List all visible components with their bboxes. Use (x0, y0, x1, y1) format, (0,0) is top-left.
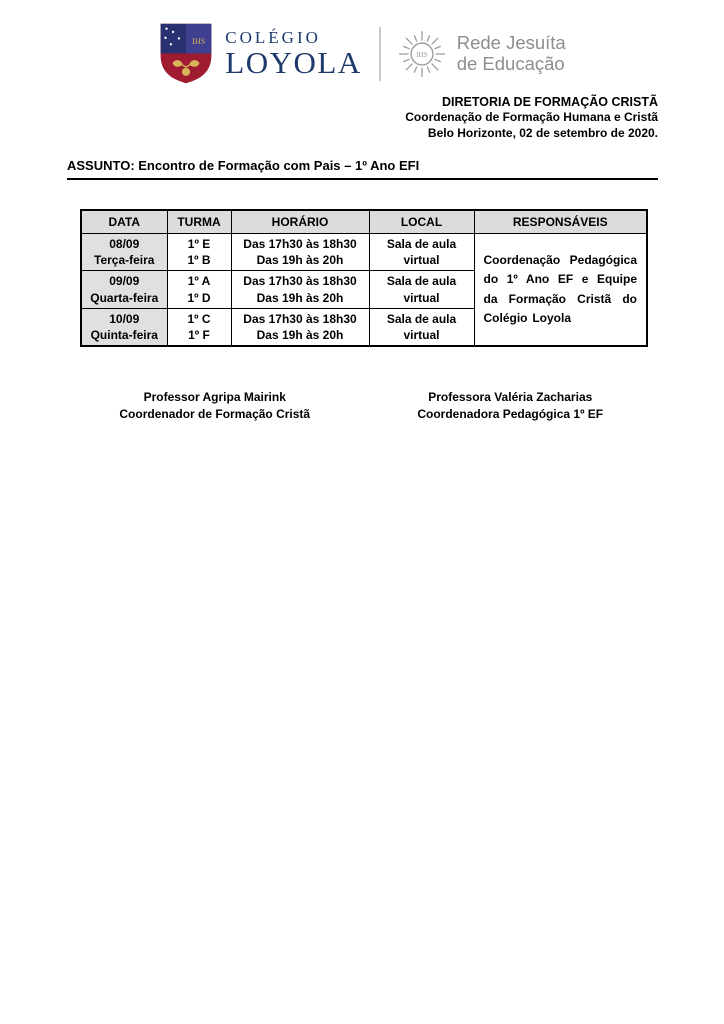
city-date-line: Belo Horizonte, 02 de setembro de 2020. (427, 125, 658, 140)
horario-cell (231, 271, 369, 308)
time-value: Das 19h às 20h (256, 290, 344, 305)
signature-right (363, 389, 659, 424)
turma-value: 1º F (188, 327, 210, 342)
table-header-row (81, 210, 647, 233)
header-data: DATA (81, 210, 167, 233)
local-value: Sala de aula (386, 274, 457, 289)
table-row (81, 233, 647, 270)
time-value: Das 19h às 20h (256, 253, 344, 268)
letterhead-text (67, 94, 658, 141)
date-cell (81, 233, 167, 270)
turma-cell (167, 271, 231, 308)
local-cell (369, 271, 474, 308)
ihs-sunburst-icon (396, 28, 448, 80)
college-wordmark (225, 29, 361, 78)
loyola-shield-icon (159, 22, 213, 85)
network-name-line1: Rede Jesuíta (456, 31, 566, 53)
department-title: DIRETORIA DE FORMAÇÃO CRISTÃ (442, 95, 658, 109)
network-wordmark (457, 33, 566, 74)
signer-role: Coordenador de Formação Cristã (119, 407, 311, 422)
svg-text:IHS: IHS (415, 50, 428, 59)
local-value: virtual (403, 327, 440, 342)
turma-value: 1º A (187, 274, 211, 289)
time-value: Das 19h às 20h (256, 327, 344, 342)
weekday-value: Quinta-feira (90, 327, 158, 342)
signer-name: Professora Valéria Zacharias (428, 390, 593, 405)
header-local: LOCAL (369, 210, 474, 233)
college-name-bottom: LOYOLA (225, 44, 362, 80)
college-name-top: COLÉGIO (225, 28, 321, 48)
schedule-table (80, 209, 648, 347)
time-value: Das 17h30 às 18h30 (243, 274, 357, 289)
signer-name: Professor Agripa Mairink (143, 390, 286, 405)
subject-line: ASSUNTO: Encontro de Formação com Pais – 1º Ano EFI (67, 158, 658, 180)
local-value: virtual (403, 253, 440, 268)
signature-left (67, 389, 363, 424)
document-page (0, 0, 724, 424)
local-cell (369, 308, 474, 346)
weekday-value: Terça-feira (94, 253, 155, 268)
horario-cell (231, 233, 369, 270)
local-value: Sala de aula (386, 311, 457, 326)
horario-cell (231, 308, 369, 346)
date-cell (81, 308, 167, 346)
header-responsaveis: RESPONSÁVEIS (474, 210, 647, 233)
turma-value: 1º E (187, 236, 211, 251)
responsaveis-cell: Coordenação Pedagógica do 1º Ano EF e Equipe da Formação Cristã do Colégio Loyola (474, 233, 647, 346)
local-cell (369, 233, 474, 270)
coordination-line: Coordenação de Formação Humana e Cristã (405, 110, 658, 125)
turma-value: 1º C (187, 311, 211, 326)
signature-block (67, 389, 658, 424)
letterhead-brand (67, 22, 658, 85)
weekday-value: Quarta-feira (90, 290, 159, 305)
turma-cell (167, 233, 231, 270)
date-value: 08/09 (109, 236, 140, 251)
time-value: Das 17h30 às 18h30 (243, 311, 357, 326)
turma-cell (167, 308, 231, 346)
date-value: 10/09 (109, 311, 140, 326)
signer-role: Coordenadora Pedagógica 1º EF (417, 407, 604, 422)
header-turma: TURMA (167, 210, 231, 233)
turma-value: 1º D (187, 290, 211, 305)
network-name-line2: de Educação (456, 52, 565, 74)
local-value: Sala de aula (386, 236, 457, 251)
time-value: Das 17h30 às 18h30 (243, 236, 357, 251)
date-value: 09/09 (109, 274, 140, 289)
turma-value: 1º B (187, 253, 211, 268)
date-cell (81, 271, 167, 308)
svg-text:IHS: IHS (192, 36, 206, 46)
brand-divider (379, 27, 381, 81)
local-value: virtual (403, 290, 440, 305)
header-horario: HORÁRIO (231, 210, 369, 233)
